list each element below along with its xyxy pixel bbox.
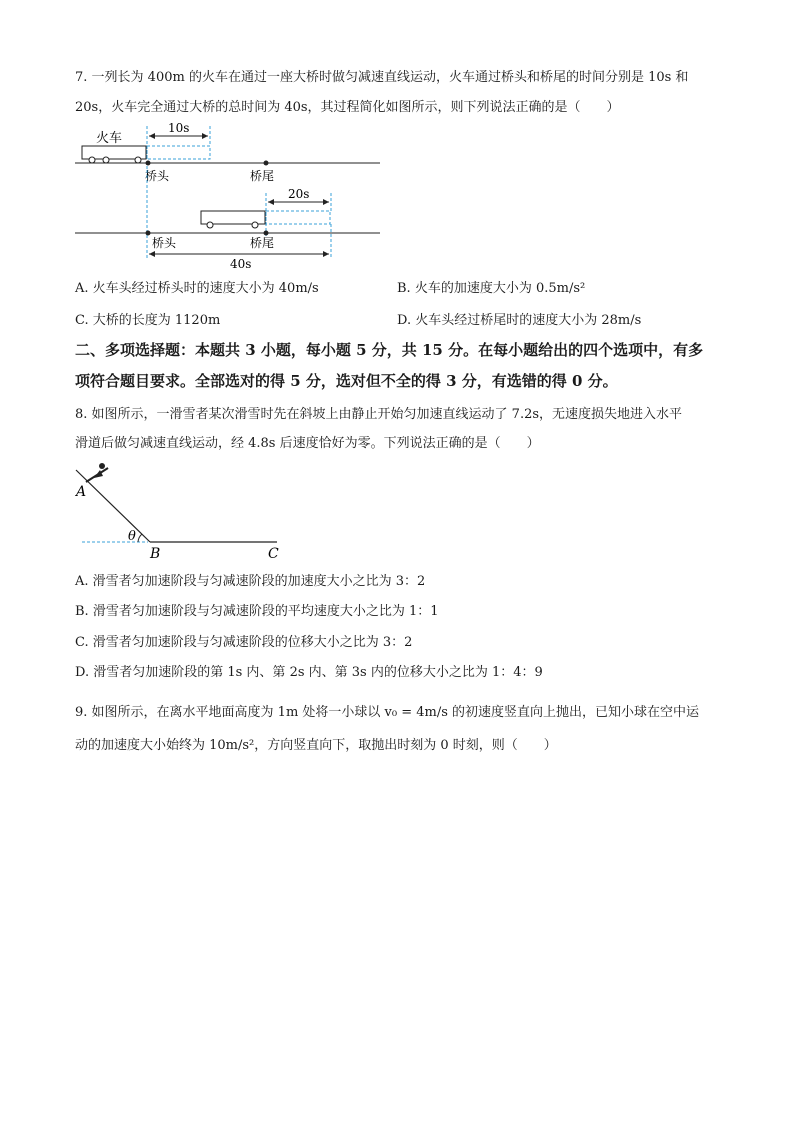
bridge-head-label: 桥头: [145, 169, 170, 183]
q7-option-b[interactable]: B. 火车的加速度大小为 0.5m/s²: [397, 281, 586, 296]
section2-heading-line2: 项符合题目要求。全部选对的得 5 分，选对但不全的得 3 分，有选错的得 0 分。: [75, 372, 618, 390]
q9-stem-line2: 动的加速度大小始终为 10m/s²，方向竖直向下，取抛出时刻为 0 时刻，则（ ）: [75, 738, 557, 753]
q7-option-d[interactable]: D. 火车头经过桥尾时的速度大小为 28m/s: [397, 313, 642, 328]
train-ghost-bottom: [266, 211, 330, 224]
wheel: [135, 157, 141, 163]
train-bridge-figure: [70, 118, 390, 268]
point-b-label: B: [150, 546, 161, 562]
bridge-tail-label-2: 桥尾: [250, 236, 275, 250]
section2-heading-line1: 二、多项选择题：本题共 3 小题，每小题 5 分，共 15 分。在每小题给出的四个选项中，有多: [75, 341, 704, 359]
train-label: 火车: [96, 131, 123, 146]
q8-option-d[interactable]: D. 滑雪者匀加速阶段的第 1s 内、第 2s 内、第 3s 内的位移大小之比为 1：4：9: [75, 665, 543, 680]
q8-option-b[interactable]: B. 滑雪者匀加速阶段与匀减速阶段的平均速度大小之比为 1：1: [75, 604, 439, 619]
bridge-tail-dot: [264, 161, 269, 166]
bridge-head-dot: [146, 161, 151, 166]
bridge-tail-label: 桥尾: [250, 169, 275, 183]
wheel: [207, 222, 213, 228]
q7-option-c[interactable]: C. 大桥的长度为 1120m: [75, 313, 221, 328]
skier-icon: [86, 463, 108, 482]
q9-stem-line1: 9. 如图所示，在离水平地面高度为 1m 处将一小球以 v₀ = 4m/s 的初速度竖直向上抛出，已知小球在空中运: [75, 705, 700, 720]
bridge-head-dot: [146, 231, 151, 236]
wheel: [252, 222, 258, 228]
point-c-label: C: [268, 546, 279, 562]
point-a-label: A: [76, 484, 87, 500]
wheel: [103, 157, 109, 163]
q7-stem-line2: 20s，火车完全通过大桥的总时间为 40s，其过程简化如图所示，则下列说法正确的是（ ）: [75, 100, 620, 115]
q8-stem-line2: 滑道后做匀减速直线运动，经 4.8s 后速度恰好为零。下列说法正确的是（ ）: [75, 436, 540, 451]
ski-slope-figure: [72, 462, 292, 562]
wheel: [89, 157, 95, 163]
q8-option-a[interactable]: A. 滑雪者匀加速阶段与匀减速阶段的加速度大小之比为 3：2: [75, 574, 426, 589]
angle-theta-label: θ: [128, 529, 136, 544]
bridge-tail-dot: [264, 231, 269, 236]
q7-stem-line1: 7. 一列长为 400m 的火车在通过一座大桥时做匀减速直线运动，火车通过桥头和桥尾的时间分别是 10s 和: [75, 70, 689, 85]
t-tail-label: 20s: [288, 187, 310, 201]
angle-arc: [138, 534, 142, 542]
q7-option-a[interactable]: A. 火车头经过桥头时的速度大小为 40m/s: [75, 281, 319, 296]
q8-stem-line1: 8. 如图所示，一滑雪者某次滑雪时先在斜坡上由静止开始匀加速直线运动了 7.2s，无速度损失地进入水平: [75, 407, 683, 422]
t-head-label: 10s: [168, 121, 190, 135]
t-total-label: 40s: [230, 257, 252, 268]
q8-option-c[interactable]: C. 滑雪者匀加速阶段与匀减速阶段的位移大小之比为 3：2: [75, 635, 413, 650]
train-ghost-top: [147, 146, 210, 159]
bridge-head-label-2: 桥头: [152, 236, 177, 250]
